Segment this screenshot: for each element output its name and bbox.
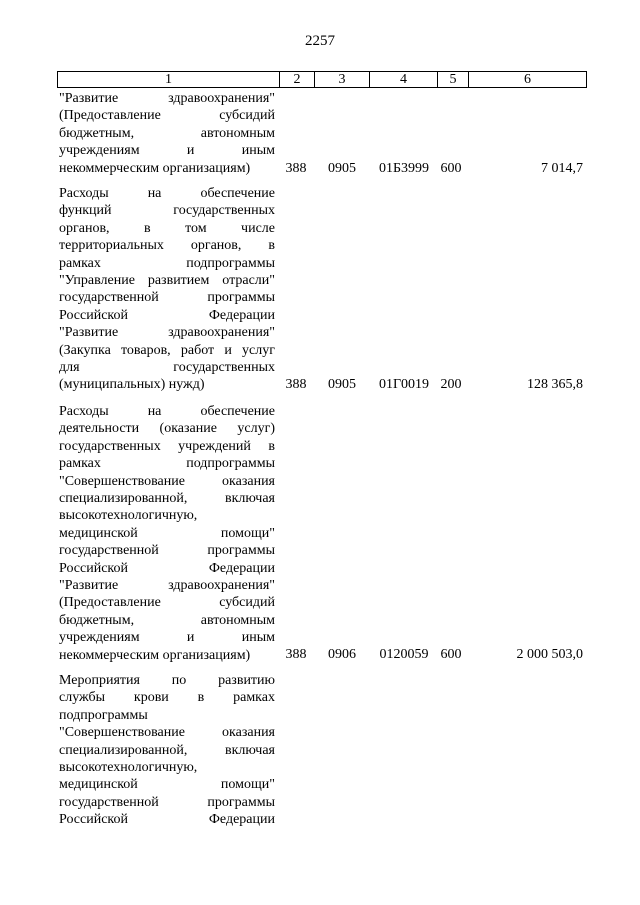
column-header-6: 6: [468, 71, 587, 88]
row-3-col-4: 0120059: [379, 647, 429, 662]
description-line: (Предоставление субсидий: [59, 108, 275, 124]
description-line: государственной программы: [59, 794, 275, 810]
row-3-description: [59, 403, 275, 664]
description-line: некоммерческим организациям): [59, 160, 251, 176]
row-1-col-3: 0905: [328, 161, 356, 176]
description-line: специализированной, включая: [59, 742, 275, 758]
description-line: "Развитие здравоохранения": [59, 578, 275, 594]
row-3-col-2: 388: [285, 647, 307, 662]
description-line: Российской Федерации: [59, 812, 275, 828]
description-line: службы крови в рамках: [59, 690, 275, 706]
description-line: учреждениям и иным: [59, 143, 275, 159]
row-2-col-5: 200: [440, 377, 462, 392]
row-3-col-5: 600: [440, 647, 462, 662]
description-line: "Развитие здравоохранения": [59, 91, 275, 106]
description-line: государственной программы: [59, 290, 275, 306]
description-line: высокотехнологичную,: [59, 760, 198, 776]
column-header-2: 2: [279, 71, 314, 88]
row-3-col-6: 2 000 503,0: [516, 647, 583, 662]
description-line: (муниципальных) нужд): [59, 377, 205, 393]
description-line: Российской Федерации: [59, 307, 275, 323]
description-line: государственных учреждений в: [59, 438, 275, 454]
description-line: "Управление развитием отрасли": [59, 273, 275, 289]
description-line: органов, в том числе: [59, 220, 275, 236]
row-1-col-6: 7 014,7: [541, 161, 583, 176]
description-line: (Закупка товаров, работ и услуг: [59, 342, 275, 358]
description-line: "Совершенствование оказания: [59, 473, 275, 489]
description-line: бюджетным, автономным: [59, 125, 275, 141]
description-line: рамках подпрограммы: [59, 456, 275, 472]
column-header-1: 1: [57, 71, 279, 88]
row-4-description: [59, 672, 275, 829]
description-line: некоммерческим организациям): [59, 647, 251, 663]
row-2-description: [59, 185, 275, 394]
row-1-col-5: 600: [440, 161, 462, 176]
description-line: бюджетным, автономным: [59, 612, 275, 628]
description-line: Расходы на обеспечение: [59, 404, 275, 419]
description-line: Мероприятия по развитию: [59, 673, 275, 688]
description-line: медицинской помощи": [59, 525, 275, 541]
row-1-description: [59, 90, 275, 177]
description-line: функций государственных: [59, 203, 275, 219]
column-header-5: 5: [437, 71, 468, 88]
row-2-col-2: 388: [285, 377, 307, 392]
description-line: "Совершенствование оказания: [59, 725, 275, 741]
description-line: учреждениям и иным: [59, 630, 275, 646]
description-line: подпрограммы: [59, 707, 148, 723]
description-line: деятельности (оказание услуг): [59, 421, 275, 437]
description-line: рамках подпрограммы: [59, 255, 275, 271]
row-2-col-4: 01Г0019: [378, 377, 430, 392]
description-line: Расходы на обеспечение: [59, 186, 275, 201]
row-2-col-3: 0905: [328, 377, 356, 392]
page-number: 2257: [305, 33, 335, 49]
description-line: медицинской помощи": [59, 777, 275, 793]
row-1-col-4: 01Б3999: [378, 161, 430, 176]
description-line: (Предоставление субсидий: [59, 595, 275, 611]
column-header-4: 4: [369, 71, 437, 88]
description-line: Российской Федерации: [59, 560, 275, 576]
row-1-col-2: 388: [285, 161, 307, 176]
row-2-col-6: 128 365,8: [527, 377, 583, 392]
description-line: территориальных органов, в: [59, 238, 275, 254]
description-line: "Развитие здравоохранения": [59, 325, 275, 341]
description-line: государственной программы: [59, 543, 275, 559]
row-3-col-3: 0906: [328, 647, 356, 662]
description-line: специализированной, включая: [59, 491, 275, 507]
description-line: высокотехнологичную,: [59, 508, 198, 524]
description-line: для государственных: [59, 360, 275, 376]
column-header-3: 3: [314, 71, 369, 88]
